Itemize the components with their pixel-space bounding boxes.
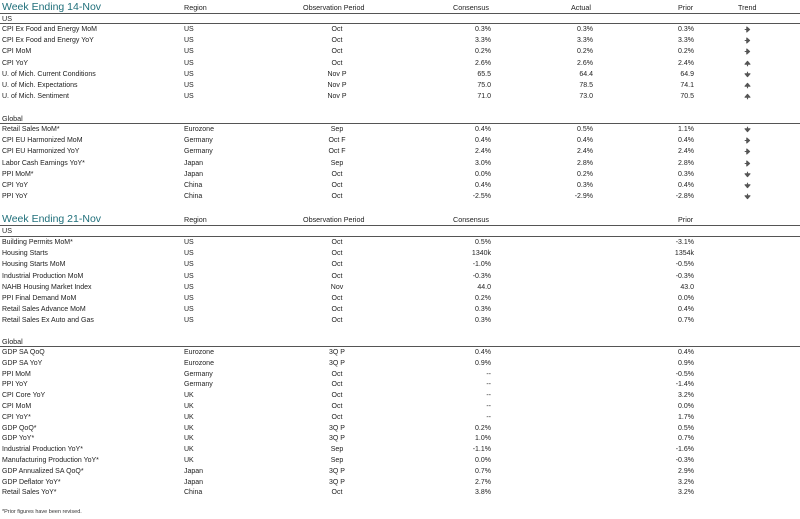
table-row xyxy=(0,466,800,477)
indicator-name: PPI Final Demand MoM xyxy=(2,295,77,302)
indicator-name: PPI YoY xyxy=(2,193,28,201)
indicator-name: Retail Sales YoY* xyxy=(2,489,57,497)
indicator-name: Industrial Production YoY* xyxy=(2,446,83,454)
prior-cell: 3.2% xyxy=(678,478,694,486)
divider xyxy=(0,13,800,14)
period-value: Oct xyxy=(331,26,343,33)
trend-right-icon xyxy=(744,137,751,144)
consensus-cell: 0.7% xyxy=(475,467,491,475)
prior-cell: 0.7% xyxy=(678,317,694,325)
consensus-cell: -- xyxy=(486,370,491,378)
column-header-period: Observation Period xyxy=(303,3,365,12)
consensus-cell: 0.4% xyxy=(475,126,491,133)
divider xyxy=(0,225,800,226)
actual-cell: -2.9% xyxy=(574,193,593,201)
table-row xyxy=(0,146,800,157)
prior-cell: 43.0 xyxy=(680,283,694,291)
trend-down-icon xyxy=(744,126,751,133)
table-row xyxy=(0,423,800,434)
prior-cell: -0.5% xyxy=(675,261,694,269)
prior-cell: 3.3% xyxy=(678,37,694,45)
consensus-cell: 2.6% xyxy=(475,59,491,67)
period-value: Oct xyxy=(331,370,343,378)
trend-right-icon xyxy=(744,37,751,44)
prior-cell: 1354k xyxy=(674,250,694,258)
consensus-cell: 1340k xyxy=(471,250,491,258)
region-cell: UK xyxy=(184,392,194,400)
region-cell: Japan xyxy=(184,170,204,178)
indicator-name: CPI YoY xyxy=(2,182,29,189)
section-label: Global xyxy=(2,114,23,123)
table-row xyxy=(0,259,800,270)
region-cell: Eurozone xyxy=(184,349,214,356)
region-cell: UK xyxy=(184,403,194,410)
trend-cell xyxy=(744,91,751,104)
indicator-name: PPI MoM xyxy=(2,370,31,378)
period-value: Oct xyxy=(331,317,343,325)
prior-cell: 2.9% xyxy=(678,467,694,475)
prior-cell: 0.3% xyxy=(678,26,694,33)
consensus-cell: 0.3% xyxy=(475,306,491,314)
prior-cell: 0.9% xyxy=(678,359,694,367)
region-cell: US xyxy=(184,272,194,280)
column-header-region: Region xyxy=(184,215,207,224)
indicator-name: GDP SA QoQ xyxy=(2,349,45,356)
actual-cell: 73.0 xyxy=(579,93,593,101)
consensus-cell: 0.4% xyxy=(475,182,491,189)
region-cell: US xyxy=(184,48,194,56)
prior-cell: 0.4% xyxy=(678,349,694,356)
prior-cell: 0.0% xyxy=(678,403,694,410)
table-row xyxy=(0,35,800,46)
consensus-cell: 0.2% xyxy=(475,424,491,432)
actual-cell: 2.4% xyxy=(577,148,593,156)
region-cell: China xyxy=(184,489,203,497)
consensus-cell: -2.5% xyxy=(472,193,491,201)
section-label: US xyxy=(2,14,12,23)
period-value: Nov P xyxy=(327,70,347,78)
indicator-name: CPI EU Harmonized YoY xyxy=(2,148,80,156)
column-header-consensus: Consensus xyxy=(453,215,489,224)
table-row xyxy=(0,180,800,191)
trend-right-icon xyxy=(744,48,751,55)
table-row xyxy=(0,477,800,488)
prior-cell: 0.4% xyxy=(678,182,694,189)
consensus-cell: 0.4% xyxy=(475,137,491,145)
period-value: Oct xyxy=(331,295,343,302)
period-value: Oct F xyxy=(328,137,346,145)
consensus-cell: 1.0% xyxy=(475,435,491,443)
period-value: Oct xyxy=(331,392,343,400)
period-value: Sep xyxy=(330,159,344,167)
column-header-actual: Actual xyxy=(571,3,591,12)
actual-cell: 2.8% xyxy=(577,159,593,167)
period-value: Oct xyxy=(331,239,343,246)
indicator-name: GDP Deflator YoY* xyxy=(2,478,61,486)
indicator-name: GDP SA YoY xyxy=(2,359,43,367)
consensus-cell: -1.1% xyxy=(472,446,491,454)
indicator-name: U. of Mich. Current Conditions xyxy=(2,70,96,78)
indicator-name: CPI MoM xyxy=(2,48,32,56)
trend-down-icon xyxy=(744,171,751,178)
region-cell: UK xyxy=(184,446,194,454)
consensus-cell: 0.2% xyxy=(475,48,491,56)
indicator-name: GDP Annualized SA QoQ* xyxy=(2,467,84,475)
prior-cell: 0.2% xyxy=(678,48,694,56)
region-cell: US xyxy=(184,306,194,314)
indicator-name: Housing Starts MoM xyxy=(2,261,66,269)
region-cell: Germany xyxy=(184,137,213,145)
indicator-name: Industrial Production MoM xyxy=(2,272,84,280)
region-cell: Eurozone xyxy=(184,126,214,133)
region-cell: US xyxy=(184,82,194,89)
region-cell: UK xyxy=(184,457,194,464)
consensus-cell: -0.3% xyxy=(472,272,491,280)
region-cell: UK xyxy=(184,435,194,443)
period-value: Sep xyxy=(330,126,344,133)
period-value: Nov P xyxy=(327,82,347,89)
prior-cell: 3.2% xyxy=(678,392,694,400)
consensus-cell: 71.0 xyxy=(477,93,491,101)
consensus-cell: -- xyxy=(486,403,491,410)
region-cell: UK xyxy=(184,424,194,432)
trend-down-icon xyxy=(744,71,751,78)
consensus-cell: 3.8% xyxy=(475,489,491,497)
indicator-name: CPI EU Harmonized MoM xyxy=(2,137,83,145)
actual-cell: 3.3% xyxy=(577,37,593,45)
prior-cell: -0.3% xyxy=(675,457,694,464)
prior-cell: -1.4% xyxy=(675,381,694,389)
section-label: Global xyxy=(2,337,23,346)
trend-down-icon xyxy=(744,193,751,200)
period-value: Sep xyxy=(330,457,344,464)
trend-right-icon xyxy=(744,26,751,33)
indicator-name: Retail Sales Advance MoM xyxy=(2,306,86,314)
region-cell: China xyxy=(184,182,203,189)
prior-cell: 1.7% xyxy=(678,413,694,421)
region-cell: US xyxy=(184,239,194,246)
region-cell: US xyxy=(184,295,194,302)
actual-cell: 2.6% xyxy=(577,59,593,67)
period-value: Oct xyxy=(331,413,343,421)
week-title: Week Ending 14-Nov xyxy=(2,1,102,13)
table-row xyxy=(0,80,800,91)
table-row xyxy=(0,169,800,180)
trend-right-icon xyxy=(744,160,751,167)
period-value: Oct xyxy=(331,59,343,67)
region-cell: Japan xyxy=(184,159,204,167)
prior-cell: 74.1 xyxy=(680,82,694,89)
period-value: Oct F xyxy=(328,148,346,156)
region-cell: US xyxy=(184,250,194,258)
actual-cell: 0.5% xyxy=(577,126,593,133)
period-value: Oct xyxy=(331,193,343,201)
column-header-consensus: Consensus xyxy=(453,3,489,12)
period-value: Nov P xyxy=(327,93,347,101)
actual-cell: 0.2% xyxy=(577,170,593,178)
actual-cell: 78.5 xyxy=(579,82,593,89)
week-title: Week Ending 21-Nov xyxy=(2,213,102,225)
table-row xyxy=(0,271,800,282)
indicator-name: CPI Ex Food and Energy MoM xyxy=(2,26,97,33)
prior-cell: 0.7% xyxy=(678,435,694,443)
region-cell: China xyxy=(184,193,203,201)
region-cell: US xyxy=(184,59,194,67)
prior-cell: -0.3% xyxy=(675,272,694,280)
consensus-cell: 2.7% xyxy=(475,478,491,486)
table-row xyxy=(0,282,800,293)
consensus-cell: 0.9% xyxy=(475,359,491,367)
indicator-name: CPI Ex Food and Energy YoY xyxy=(2,37,94,45)
indicator-name: Retail Sales MoM* xyxy=(2,126,60,133)
period-value: Sep xyxy=(330,446,344,454)
indicator-name: GDP YoY* xyxy=(2,435,35,443)
table-row xyxy=(0,24,800,35)
consensus-cell: -- xyxy=(486,392,491,400)
region-cell: US xyxy=(184,317,194,325)
prior-cell: -0.5% xyxy=(675,370,694,378)
actual-cell: 0.3% xyxy=(577,26,593,33)
period-value: Oct xyxy=(331,306,343,314)
region-cell: US xyxy=(184,283,194,291)
period-value: Oct xyxy=(331,272,343,280)
indicator-name: NAHB Housing Market Index xyxy=(2,283,92,291)
table-row xyxy=(0,237,800,248)
period-value: Oct xyxy=(331,48,343,56)
table-row xyxy=(0,412,800,423)
table-row xyxy=(0,58,800,69)
period-value: 3Q P xyxy=(329,359,345,367)
period-value: Oct xyxy=(331,261,343,269)
period-value: Oct xyxy=(331,250,343,258)
table-row xyxy=(0,191,800,202)
consensus-cell: 0.3% xyxy=(475,317,491,325)
indicator-name: CPI MoM xyxy=(2,403,32,410)
period-value: Nov xyxy=(330,283,344,291)
region-cell: Japan xyxy=(184,478,204,486)
consensus-cell: -- xyxy=(486,413,491,421)
prior-cell: -3.1% xyxy=(675,239,694,246)
prior-cell: 0.3% xyxy=(678,170,694,178)
region-cell: Japan xyxy=(184,467,204,475)
period-value: 3Q P xyxy=(329,467,345,475)
region-cell: US xyxy=(184,93,194,101)
consensus-cell: 0.3% xyxy=(475,26,491,33)
prior-cell: -1.6% xyxy=(675,446,694,454)
consensus-cell: -- xyxy=(486,381,491,389)
region-cell: Germany xyxy=(184,381,213,389)
period-value: 3Q P xyxy=(329,435,345,443)
consensus-cell: -1.0% xyxy=(472,261,491,269)
indicator-name: CPI YoY* xyxy=(2,413,31,421)
period-value: Oct xyxy=(331,182,343,189)
consensus-cell: 2.4% xyxy=(475,148,491,156)
region-cell: Germany xyxy=(184,370,213,378)
period-value: 3Q P xyxy=(329,478,345,486)
actual-cell: 0.2% xyxy=(577,48,593,56)
region-cell: Germany xyxy=(184,148,213,156)
indicator-name: Manufacturing Production YoY* xyxy=(2,457,99,464)
trend-cell xyxy=(744,191,751,204)
table-row xyxy=(0,135,800,146)
indicator-name: U. of Mich. Sentiment xyxy=(2,93,69,101)
prior-cell: 0.4% xyxy=(678,306,694,314)
actual-cell: 0.4% xyxy=(577,137,593,145)
table-row xyxy=(0,304,800,315)
table-row xyxy=(0,91,800,102)
period-value: Oct xyxy=(331,489,343,497)
table-row xyxy=(0,124,800,135)
indicator-name: Labor Cash Earnings YoY* xyxy=(2,159,85,167)
prior-cell: 0.4% xyxy=(678,137,694,145)
period-value: Oct xyxy=(331,403,343,410)
prior-cell: 0.5% xyxy=(678,424,694,432)
footnote: *Prior figures have been revised. xyxy=(2,509,82,515)
indicator-name: CPI Core YoY xyxy=(2,392,46,400)
column-header-region: Region xyxy=(184,3,207,12)
prior-cell: 3.2% xyxy=(678,489,694,497)
table-row xyxy=(0,347,800,358)
consensus-cell: 0.5% xyxy=(475,239,491,246)
consensus-cell: 44.0 xyxy=(477,283,491,291)
column-header-prior: Prior xyxy=(678,3,694,12)
consensus-cell: 0.4% xyxy=(475,349,491,356)
section-label: US xyxy=(2,226,12,235)
table-row xyxy=(0,46,800,57)
prior-cell: 64.9 xyxy=(680,70,694,78)
region-cell: UK xyxy=(184,413,194,421)
indicator-name: Retail Sales Ex Auto and Gas xyxy=(2,317,94,325)
trend-up-icon xyxy=(744,82,751,89)
consensus-cell: 3.0% xyxy=(475,159,491,167)
consensus-cell: 65.5 xyxy=(477,70,491,78)
table-row xyxy=(0,248,800,259)
prior-cell: -2.8% xyxy=(675,193,694,201)
table-row xyxy=(0,358,800,369)
region-cell: US xyxy=(184,37,194,45)
period-value: Oct xyxy=(331,170,343,178)
table-row xyxy=(0,433,800,444)
prior-cell: 2.4% xyxy=(678,148,694,156)
prior-cell: 1.1% xyxy=(678,126,694,133)
indicator-name: Housing Starts xyxy=(2,250,48,258)
prior-cell: 2.4% xyxy=(678,59,694,67)
period-value: 3Q P xyxy=(329,349,345,356)
trend-down-icon xyxy=(744,182,751,189)
indicator-name: CPI YoY xyxy=(2,59,29,67)
consensus-cell: 0.2% xyxy=(475,295,491,302)
period-value: Oct xyxy=(331,37,343,45)
table-row xyxy=(0,444,800,455)
table-row xyxy=(0,369,800,380)
table-row xyxy=(0,293,800,304)
consensus-cell: 0.0% xyxy=(475,457,491,464)
trend-up-icon xyxy=(744,60,751,67)
indicator-name: Building Permits MoM* xyxy=(2,239,73,246)
prior-cell: 2.8% xyxy=(678,159,694,167)
actual-cell: 64.4 xyxy=(579,70,593,78)
consensus-cell: 0.0% xyxy=(475,170,491,178)
table-row xyxy=(0,487,800,498)
region-cell: Eurozone xyxy=(184,359,214,367)
region-cell: US xyxy=(184,26,194,33)
column-header-trend: Trend xyxy=(738,3,757,12)
indicator-name: U. of Mich. Expectations xyxy=(2,82,78,89)
table-row xyxy=(0,401,800,412)
consensus-cell: 75.0 xyxy=(477,82,491,89)
table-row xyxy=(0,390,800,401)
region-cell: US xyxy=(184,70,194,78)
indicator-name: PPI YoY xyxy=(2,381,28,389)
consensus-cell: 3.3% xyxy=(475,37,491,45)
trend-up-icon xyxy=(744,93,751,100)
table-row xyxy=(0,69,800,80)
prior-cell: 0.0% xyxy=(678,295,694,302)
table-row xyxy=(0,158,800,169)
actual-cell: 0.3% xyxy=(577,182,593,189)
column-header-period: Observation Period xyxy=(303,215,365,224)
indicator-name: GDP QoQ* xyxy=(2,424,37,432)
column-header-prior: Prior xyxy=(678,215,694,224)
prior-cell: 70.5 xyxy=(680,93,694,101)
period-value: 3Q P xyxy=(329,424,345,432)
indicator-name: PPI MoM* xyxy=(2,170,34,178)
table-row xyxy=(0,315,800,326)
table-row xyxy=(0,455,800,466)
table-row xyxy=(0,379,800,390)
region-cell: US xyxy=(184,261,194,269)
trend-right-icon xyxy=(744,148,751,155)
period-value: Oct xyxy=(331,381,343,389)
